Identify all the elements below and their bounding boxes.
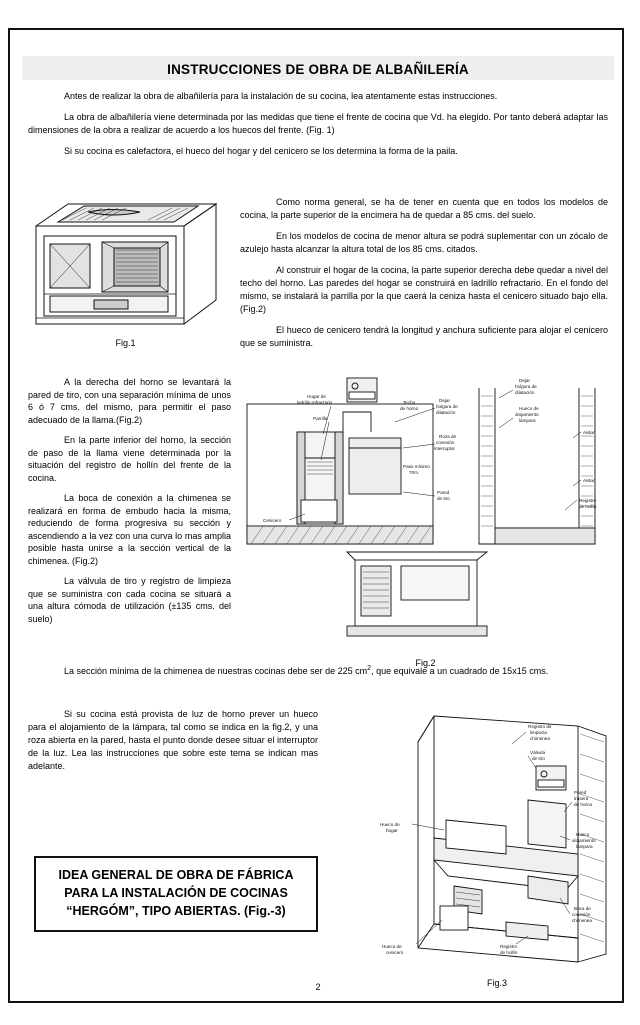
idea-general-box — [34, 856, 318, 932]
section1-text — [240, 196, 608, 358]
section1-paragraph-3: Al construir el hogar de la cocina, la parte superior derecha debe quedar a nivel del techo del horno. Las paredes del hogar se construirá en ladrillo refractario. En el fondo del mismo, se instalará la parrilla por la que caerá la ceniza hasta el cenicero situado bajo ella.(Fig.2) — [240, 265, 608, 314]
figure-2-label-ladrillo: ladrillo refractario — [297, 400, 333, 405]
figure-2-label-holgura: holgura de — [436, 404, 458, 409]
section2-paragraph-2: En la parte inferior del horno, la sección de paso de la llama viene determinada por la situación del registro de hollín del frente de la cocina. — [28, 435, 231, 483]
figure-2-label-hogar: Hogar de — [307, 394, 326, 399]
figure-1-drawing — [28, 196, 223, 336]
page-title: INSTRUCCIONES DE OBRA DE ALBAÑILERÍA — [167, 62, 469, 77]
figure-3-label-trasera: trasera — [574, 796, 589, 801]
section3-text-before: La sección mínima de la chimenea de nuestras cocinas debe ser de 225 cm — [64, 666, 368, 676]
figure-2-label-dilatacion2: dilatación — [515, 390, 535, 395]
figure-3-label-registro-hollin-1: Registro — [500, 944, 518, 949]
figure-2-label-dejar2: Dejar — [519, 378, 530, 383]
figure-3-label-boca-2: conexión — [572, 912, 591, 917]
figure-2-label-aislar-2: Aislar — [583, 478, 595, 483]
figure-2-label-parrilla: Parrilla — [313, 416, 328, 421]
figure-3-label-hueco-1: Hueco — [576, 832, 590, 837]
section2-text — [28, 376, 231, 633]
figure-2-label-interruptor: interruptor — [434, 446, 455, 451]
figure-2-label-paso: Paso mínimo — [403, 464, 430, 469]
section1-paragraph-4: El hueco de cenicero tendrá la longitud y anchura suficiente para alojar el cenicero que se suministra. — [240, 325, 608, 348]
figure-3-label-tiro: de tiro — [532, 756, 545, 761]
figure-2-label-lampara: lámpara — [519, 418, 536, 423]
figure-2-label-hueco: Hueco de — [519, 406, 539, 411]
section4-text — [28, 708, 318, 781]
intro-paragraph-3: Si su cocina es calefactora, el hueco del hogar y del cenicero se los determina la forma de la paila. — [64, 146, 458, 156]
idea-box-line-1: IDEA GENERAL DE OBRA DE FÁBRICA — [58, 868, 294, 882]
figure-2-drawing — [243, 376, 608, 656]
figure-2-label-techo: Techo — [403, 400, 416, 405]
figure-2-label-dilatacion: dilatación — [436, 410, 456, 415]
figure-3-label-registro: Registro de — [528, 724, 552, 729]
title-wrapper — [22, 46, 614, 77]
figure-2-label-dejar: Dejar — [439, 398, 450, 403]
idea-box-line-2: PARA LA INSTALACIÓN DE COCINAS — [64, 886, 288, 900]
figure-2-label-aislar-1: Aislar — [583, 430, 595, 435]
section2-paragraph-1: A la derecha del horno se levantará la pared de tiro, con una separación mínima de unos 6 ó 7 cms. del mismo, para permitir el paso adecuado de la llama.(Fig.2) — [28, 377, 231, 425]
figure-2-label-cenicero: Cenicero — [263, 518, 282, 523]
figure-2-caption: Fig.2 — [415, 658, 436, 668]
figure-3-label-hueco-2: alojamiento — [572, 838, 596, 843]
figure-3-label-hueco-hogar-2: hogar — [386, 828, 398, 833]
section2-paragraph-3: La boca de conexión a la chimenea se realizará en forma de embudo hacia la misma, reduciendo de forma progresiva su sección y ascendiendo a la vez con una curva lo mas amplia posible hasta unirse a la sección vertical de la chimenea. (Fig.2) — [28, 493, 231, 566]
figure-2-label-conexion: conexión — [436, 440, 455, 445]
figure-2-label-tiro: de tiro — [437, 496, 450, 501]
figure-2 — [243, 376, 608, 668]
figure-3-label-boca-3: chimenea — [572, 918, 592, 923]
section2-paragraph-4: La válvula de tiro y registro de limpieza que se suministra con cada cocina se situará a una altura cómoda de utilización (±135 cms. del suelo) — [28, 576, 231, 624]
section3-superscript: 2 — [367, 665, 372, 672]
figure-2-label-holgura2: holgura de — [515, 384, 537, 389]
figure-3-label-hueco-hogar-1: Hueco de — [380, 822, 400, 827]
figure-2-label-pared: Pared — [437, 490, 450, 495]
figure-3-label-boca-1: Boca de — [574, 906, 591, 911]
figure-3-drawing — [378, 708, 616, 976]
figure-2-label-registro: Registro — [579, 498, 597, 503]
page-number: 2 — [315, 982, 321, 992]
section1-paragraph-2: En los modelos de cocina de menor altura se podrá suplementar con un zócalo de azulejo hasta alcanzar la altura total de los 85 cms. citados. — [240, 231, 608, 254]
figure-2-label-alojamiento: alojamiento — [515, 412, 539, 417]
figure-3-label-cenicero-1: Hueco de — [382, 944, 402, 949]
figure-2-label-70mm: 70m. — [409, 470, 420, 475]
figure-1-caption: Fig.1 — [115, 338, 136, 348]
section3-paragraph-1 — [28, 662, 608, 678]
figure-3-label-registro-hollin-2: de hollín — [500, 950, 518, 955]
intro-paragraph-1: Antes de realizar la obra de albañilería para la instalación de su cocina, lea atentamente estas instrucciones. — [64, 91, 498, 101]
figure-3-label-valvula: Válvula — [530, 750, 546, 755]
figure-2-label-roza: Roza de — [439, 434, 457, 439]
figure-1 — [28, 196, 223, 348]
figure-3-label-hueco-3: lámpara — [576, 844, 593, 849]
figure-3-caption: Fig.3 — [486, 978, 507, 988]
figure-2-label-horno: de horno — [400, 406, 419, 411]
figure-3-label-pared: Pared — [574, 790, 587, 795]
figure-3 — [378, 708, 616, 988]
page-content — [22, 46, 614, 991]
intro-paragraph-2: La obra de albañilería viene determinada por las medidas que tiene el frente de cocina que Vd. ha elegido. Por tanto deberá adaptar las dimensiones de la obra a realizar de acuerdo a los huecos del frente. (Fig. 1) — [28, 112, 608, 135]
intro-section — [28, 90, 608, 166]
figure-3-label-de-horno: de horno — [574, 802, 593, 807]
figure-3-label-chimenea: chimenea — [530, 736, 550, 741]
figure-2-label-hollin: de hollín — [579, 504, 597, 509]
figure-3-label-limpieza: limpieza — [530, 730, 547, 735]
section4-paragraph-1: Si su cocina está provista de luz de horno prever un hueco para el alojamiento de la lámpara, tal como se indica en la fig.2, y una roza abierta en la pared, hasta el punto donde desee situar el interruptor de la luz. Lea las instrucciones que sobre este tema se indican mas adelante. — [28, 709, 318, 771]
section3-text-after: , que equivale a un cuadrado de 15x15 cms. — [371, 666, 549, 676]
section1-paragraph-1: Como norma general, se ha de tener en cuenta que en todos los modelos de cocina, la parte superior de la encimera ha de quedar a 85 cms. del suelo. — [240, 197, 608, 220]
figure-3-label-cenicero-2: cenicero — [386, 950, 404, 955]
section3 — [28, 662, 608, 686]
idea-box-line-3: “HERGÓM”, TIPO ABIERTAS. (Fig.-3) — [66, 904, 286, 918]
